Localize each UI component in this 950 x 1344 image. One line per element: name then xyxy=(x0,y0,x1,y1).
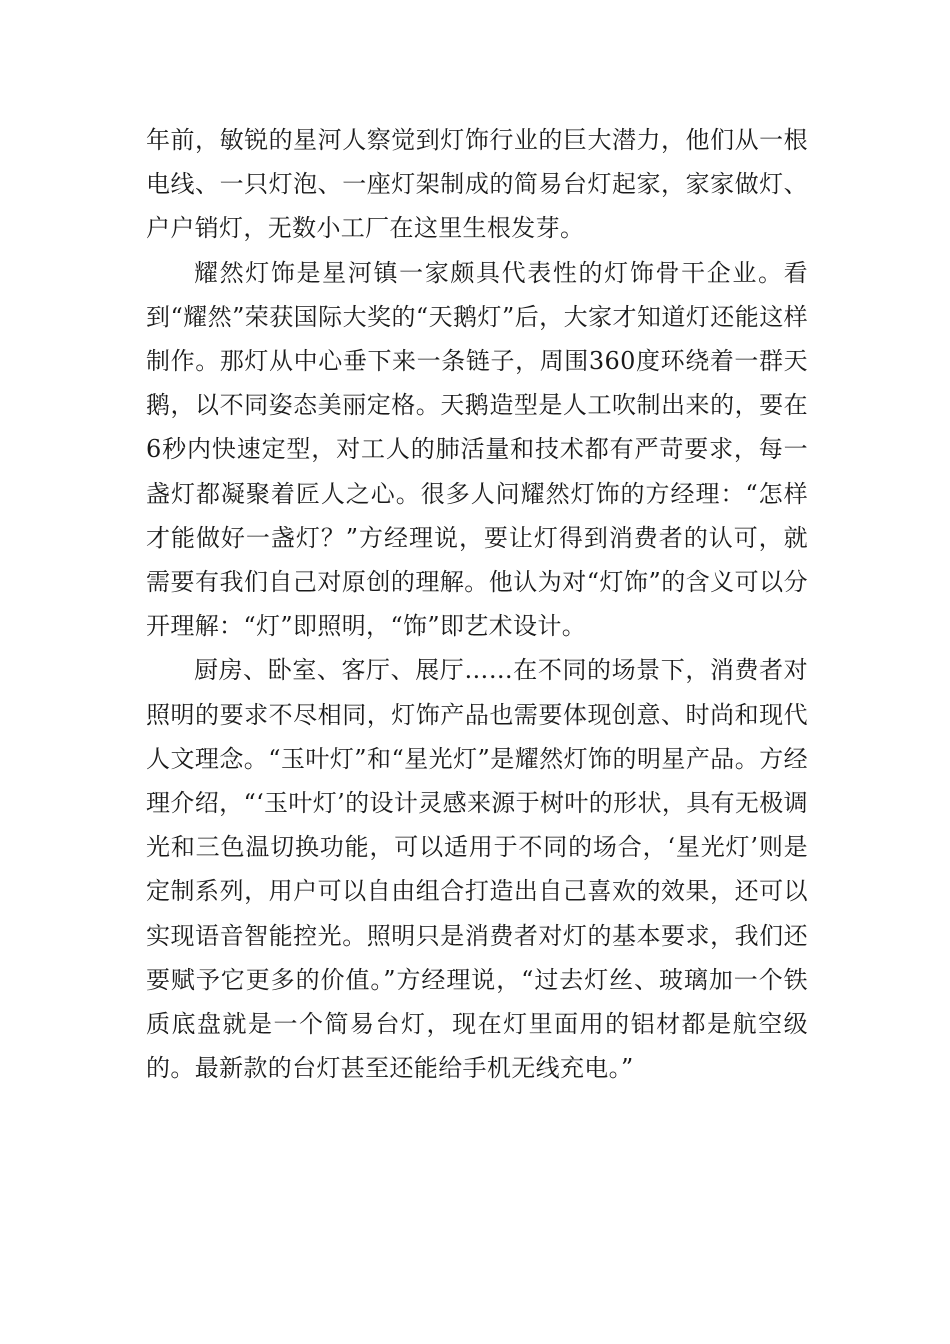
paragraph-star-products: 厨房、卧室、客厅、展厅……在不同的场景下，消费者对照明的要求不尽相同，灯饰产品也需要体现创意、时尚和现代人文理念。“玉叶灯”和“星光灯”是耀然灯饰的明星产品。方经理介绍，“‘玉叶灯’的设计灵感来源于树叶的形状，具有无极调光和三色温切换功能，可以适用于不同的场合，‘星光灯’则是定制系列，用户可以自由组合打造出自己喜欢的效果，还可以实现语音智能控光。照明只是消费者对灯的基本要求，我们还要赋予它更多的价值。”方经理说，“过去灯丝、玻璃加一个铁质底盘就是一个简易台灯，现在灯里面用的铝材都是航空级的。最新款的台灯甚至还能给手机无线充电。” xyxy=(146,656,808,1083)
paragraph-yaoran-company: 耀然灯饰是星河镇一家颇具代表性的灯饰骨干企业。看到“耀然”荣获国际大奖的“天鹅灯”后，大家才知道灯还能这样制作。那灯从中心垂下来一条链子，周围360度环绕着一群天鹅，以不同姿态美丽定格。天鹅造型是人工吹制出来的，要在6秒内快速定型，对工人的肺活量和技术都有严苛要求，每一盏灯都凝聚着匠人之心。很多人问耀然灯饰的方经理：“怎样才能做好一盏灯？”方经理说，要让灯得到消费者的认可，就需要有我们自己对原创的理解。他认为对“灯饰”的含义可以分开理解：“灯”即照明，“饰”即艺术设计。 xyxy=(146,258,808,641)
paragraph-continued: 年前，敏锐的星河人察觉到灯饰行业的巨大潜力，他们从一根电线、一只灯泡、一座灯架制成的简易台灯起家，家家做灯、户户销灯，无数小工厂在这里生根发芽。 xyxy=(146,126,808,243)
document-body xyxy=(146,118,808,1090)
